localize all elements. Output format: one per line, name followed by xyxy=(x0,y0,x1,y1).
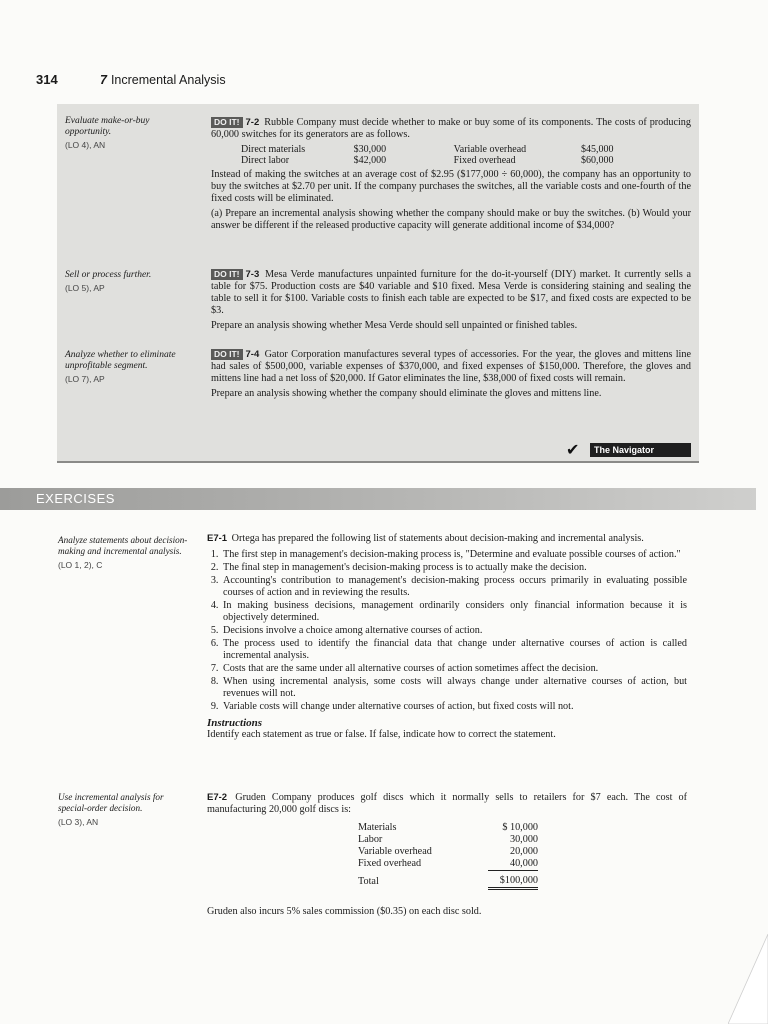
exercise-intro xyxy=(207,792,687,816)
problem-number: 7-4 xyxy=(245,349,260,360)
doit-intro xyxy=(211,269,691,317)
learning-objective: (LO 5), AP xyxy=(65,283,105,293)
exercise-e7-2 xyxy=(207,792,687,818)
exercises-heading-bar xyxy=(0,488,756,510)
doit-badge: DO IT! xyxy=(211,117,243,128)
cost-value: 20,000 xyxy=(509,846,538,857)
problem-requirement: Prepare an analysis showing whether Mesa Verde should sell unpainted or finished tables. xyxy=(211,320,578,331)
cost-row xyxy=(241,144,681,155)
doit-panel xyxy=(57,104,699,463)
doit-item-7-2 xyxy=(211,117,691,235)
cost-value: 30,000 xyxy=(509,834,538,845)
exercise-intro-text: Gruden Company produces golf discs which it normally sells to retailers for $7 each. The cost of manufacturing 20,000 golf discs is: xyxy=(207,792,688,815)
list-item: 7. Costs that are the same under all alternative courses of action sometimes affect the decision. xyxy=(221,663,687,675)
problem-intro: Mesa Verde manufactures unpainted furniture for the do-it-yourself (DIY) market. It currently sells a table for $75. Production costs are $40 variable and $10 fixed. Mesa Verde is considering staining and sealing the table to sell it for $100. Variable costs to finish each table are expected to be $17, and fixed costs are expected to be $3. xyxy=(211,269,692,316)
learning-objective: (LO 4), AN xyxy=(65,140,106,150)
page-corner-fold xyxy=(728,934,768,1024)
list-item: 1. The first step in management's decision-making process is, "Determine and evaluate possible courses of action." xyxy=(221,549,687,561)
instructions-heading: Instructions xyxy=(207,717,263,729)
learning-objective: (LO 3), AN xyxy=(58,817,99,827)
exercise-number: E7-1 xyxy=(207,533,228,544)
list-item: 4. In making business decisions, management ordinarily considers only financial information because it is objectively determined. xyxy=(221,600,687,624)
page-number: 314 xyxy=(36,72,58,87)
page-header xyxy=(36,70,736,90)
margin-title: Evaluate make-or-buy opportunity. xyxy=(65,116,150,137)
doit-badge: DO IT! xyxy=(211,269,243,280)
margin-title: Analyze whether to eliminate unprofitable segment. xyxy=(65,350,176,371)
cost-label: Direct materials xyxy=(241,144,306,155)
instructions-text: Identify each statement as true or false. If false, indicate how to correct the statement. xyxy=(207,729,556,740)
doit-margin-note xyxy=(65,270,195,294)
table-row xyxy=(358,858,538,871)
navigator-label: The Navigator xyxy=(590,443,691,457)
cost-value: $60,000 xyxy=(581,155,614,166)
exercise-e7-1 xyxy=(207,533,687,743)
doit-intro xyxy=(211,117,691,141)
exercise-number: E7-2 xyxy=(207,792,228,803)
margin-title: Analyze statements about decision-making and incremental analysis. xyxy=(58,535,188,556)
exercise-margin-note xyxy=(58,792,188,828)
margin-title: Sell or process further. xyxy=(65,270,152,280)
cost-value: $30,000 xyxy=(353,144,387,155)
list-item: 5. Decisions involve a choice among alternative courses of action. xyxy=(221,625,687,637)
cost-value: $45,000 xyxy=(581,144,614,155)
statement-list xyxy=(207,549,687,713)
table-total-row xyxy=(358,871,538,889)
switch-cost-table xyxy=(241,144,681,166)
cost-label: Fixed overhead xyxy=(358,858,422,870)
doit-item-7-4 xyxy=(211,349,691,403)
manufacturing-cost-table xyxy=(358,822,538,890)
doit-margin-note xyxy=(65,116,195,151)
problem-number: 7-2 xyxy=(245,117,260,128)
chapter-title-text: Incremental Analysis xyxy=(110,73,226,87)
doit-badge: DO IT! xyxy=(211,349,243,360)
cost-value: $ 10,000 xyxy=(502,822,538,833)
navigator-badge xyxy=(562,442,691,458)
doit-intro xyxy=(211,349,691,385)
cost-label: Variable overhead xyxy=(358,846,432,857)
list-item: 3. Accounting's contribution to management's decision-making process occurs primarily in evaluating possible courses of action and in reviewing the results. xyxy=(221,575,687,599)
list-item: 2. The final step in management's decision-making process is to actually make the decision. xyxy=(221,562,687,574)
doit-item-7-3 xyxy=(211,269,691,335)
cost-label: Variable overhead xyxy=(453,144,527,155)
total-label: Total xyxy=(358,875,379,887)
total-value: $100,000 xyxy=(488,871,538,889)
table-row xyxy=(358,834,538,846)
cost-label: Direct labor xyxy=(241,155,290,166)
exercise-intro-text: Ortega has prepared the following list of statements about decision-making and incremental analysis. xyxy=(231,533,644,544)
learning-objective: (LO 7), AP xyxy=(65,374,105,384)
chapter-title xyxy=(100,73,226,87)
closing-text: Gruden also incurs 5% sales commission ($0.35) on each disc sold. xyxy=(207,906,482,917)
learning-objective: (LO 1, 2), C xyxy=(58,560,103,570)
problem-number: 7-3 xyxy=(245,269,260,280)
table-row xyxy=(358,846,538,858)
cost-label: Fixed overhead xyxy=(453,155,516,166)
problem-requirement: Prepare an analysis showing whether the company should eliminate the gloves and mittens line. xyxy=(211,388,602,399)
problem-intro: Rubble Company must decide whether to make or buy some of its components. The costs of producing 60,000 switches for its generators are as follows. xyxy=(211,117,691,140)
cost-label: Labor xyxy=(358,834,383,845)
list-item: 8. When using incremental analysis, some costs will always change under alternative courses of action, but revenues will not. xyxy=(221,676,687,700)
exercise-intro xyxy=(207,533,687,545)
exercise-margin-note xyxy=(58,535,188,571)
problem-text: Instead of making the switches at an average cost of $2.95 ($177,000 ÷ 60,000), the company has an opportunity to buy the switches at $2.70 per unit. If the company purchases the switches, all the variable costs and one-fourth of the fixed costs will be eliminated. xyxy=(211,169,691,204)
cost-row xyxy=(241,155,681,166)
cost-value: $42,000 xyxy=(353,155,387,166)
cost-value: 40,000 xyxy=(509,858,538,869)
problem-intro: Gator Corporation manufactures several types of accessories. For the year, the gloves and mittens line had sales of $500,000, variable expenses of $370,000, and fixed expenses of $150,000. Therefore, the gloves and mittens line had a net loss of $20,000. If Gator eliminates the line, $38,000 of fixed costs will remain. xyxy=(211,349,692,384)
checkmark-icon: ✔ xyxy=(566,440,580,459)
cost-label: Materials xyxy=(358,822,397,833)
table-row xyxy=(358,822,538,834)
problem-requirement: (a) Prepare an incremental analysis showing whether the company should make or buy the switches. (b) Would your answer be different if the released productive capacity will generate additional income of $34,000? xyxy=(211,208,691,231)
list-item: 6. The process used to identify the financial data that change under alternative courses of action is called incremental analysis. xyxy=(221,638,687,662)
doit-margin-note xyxy=(65,350,195,385)
margin-title: Use incremental analysis for special-order decision. xyxy=(58,792,164,813)
list-item: 9. Variable costs will change under alternative courses of action, but fixed costs will not. xyxy=(221,701,687,713)
chapter-number: 7 xyxy=(100,73,107,87)
exercises-heading: EXERCISES xyxy=(36,491,115,506)
